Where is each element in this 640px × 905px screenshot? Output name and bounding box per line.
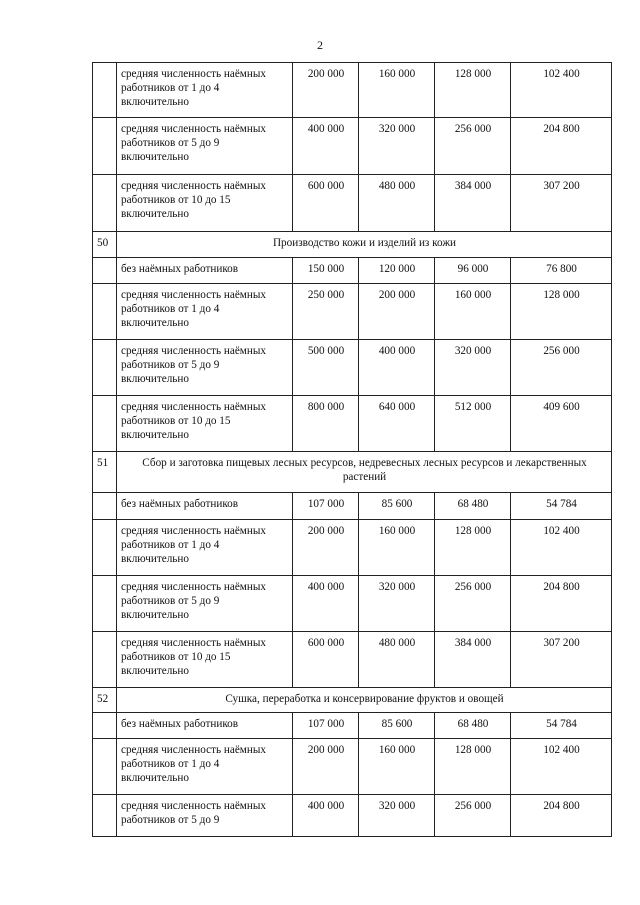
row-number-cell: [93, 175, 117, 232]
value-cell-2: 160 000: [359, 739, 435, 795]
row-number-cell: [93, 284, 117, 340]
row-description: средняя численность наёмных работников от 5 до 9 включительно: [117, 118, 293, 175]
table-row: [93, 118, 612, 175]
section-header-row: [93, 688, 612, 713]
value-cell-4: 307 200: [511, 632, 612, 688]
value-cell-4: 204 800: [511, 118, 612, 175]
row-description: средняя численность наёмных работников от 10 до 15 включительно: [117, 175, 293, 232]
tariff-table: [92, 62, 612, 837]
row-description: средняя численность наёмных работников от 1 до 4 включительно: [117, 520, 293, 576]
row-description: средняя численность наёмных работников от 10 до 15 включительно: [117, 632, 293, 688]
value-cell-2: 160 000: [359, 63, 435, 118]
value-cell-4: 54 784: [511, 713, 612, 739]
value-cell-3: 512 000: [435, 396, 511, 452]
value-cell-4: 76 800: [511, 258, 612, 284]
value-cell-1: 150 000: [293, 258, 359, 284]
value-cell-3: 128 000: [435, 739, 511, 795]
value-cell-3: 160 000: [435, 284, 511, 340]
value-cell-4: 204 800: [511, 576, 612, 632]
row-number-cell: [93, 713, 117, 739]
row-number-cell: [93, 576, 117, 632]
value-cell-1: 250 000: [293, 284, 359, 340]
row-description: средняя численность наёмных работников от 5 до 9: [117, 795, 293, 837]
value-cell-4: 128 000: [511, 284, 612, 340]
value-cell-1: 107 000: [293, 493, 359, 520]
value-cell-2: 320 000: [359, 118, 435, 175]
value-cell-3: 256 000: [435, 795, 511, 837]
tariff-table-body: [93, 63, 612, 837]
value-cell-3: 68 480: [435, 713, 511, 739]
value-cell-4: 102 400: [511, 739, 612, 795]
section-number: 50: [93, 232, 117, 258]
row-number-cell: [93, 63, 117, 118]
value-cell-2: 160 000: [359, 520, 435, 576]
value-cell-2: 320 000: [359, 795, 435, 837]
row-number-cell: [93, 340, 117, 396]
value-cell-1: 400 000: [293, 118, 359, 175]
value-cell-3: 256 000: [435, 576, 511, 632]
value-cell-3: 128 000: [435, 520, 511, 576]
value-cell-1: 200 000: [293, 520, 359, 576]
value-cell-4: 54 784: [511, 493, 612, 520]
value-cell-1: 400 000: [293, 576, 359, 632]
row-number-cell: [93, 258, 117, 284]
table-row: [93, 340, 612, 396]
page-number: 2: [317, 38, 323, 52]
row-description: средняя численность наёмных работников от 1 до 4 включительно: [117, 284, 293, 340]
value-cell-1: 800 000: [293, 396, 359, 452]
value-cell-3: 256 000: [435, 118, 511, 175]
value-cell-4: 307 200: [511, 175, 612, 232]
section-header-row: [93, 452, 612, 493]
table-row: [93, 795, 612, 837]
row-description: средняя численность наёмных работников от 1 до 4 включительно: [117, 739, 293, 795]
table-row: [93, 175, 612, 232]
table-row: [93, 63, 612, 118]
row-number-cell: [93, 739, 117, 795]
value-cell-4: 102 400: [511, 520, 612, 576]
section-title: Сбор и заготовка пищевых лесных ресурсов, недревесных лесных ресурсов и лекарственных растений: [117, 452, 612, 493]
table-row: [93, 632, 612, 688]
value-cell-1: 200 000: [293, 63, 359, 118]
row-description: без наёмных работников: [117, 713, 293, 739]
section-title: Производство кожи и изделий из кожи: [117, 232, 612, 258]
value-cell-2: 320 000: [359, 576, 435, 632]
table-row: [93, 713, 612, 739]
value-cell-4: 409 600: [511, 396, 612, 452]
section-number: 51: [93, 452, 117, 493]
section-title: Сушка, переработка и консервирование фруктов и овощей: [117, 688, 612, 713]
table-row: [93, 284, 612, 340]
value-cell-3: 128 000: [435, 63, 511, 118]
value-cell-1: 500 000: [293, 340, 359, 396]
row-number-cell: [93, 493, 117, 520]
value-cell-2: 400 000: [359, 340, 435, 396]
table-row: [93, 739, 612, 795]
row-description: без наёмных работников: [117, 258, 293, 284]
value-cell-2: 480 000: [359, 632, 435, 688]
value-cell-3: 68 480: [435, 493, 511, 520]
row-number-cell: [93, 520, 117, 576]
row-number-cell: [93, 118, 117, 175]
value-cell-1: 600 000: [293, 632, 359, 688]
row-description: средняя численность наёмных работников от 10 до 15 включительно: [117, 396, 293, 452]
value-cell-2: 120 000: [359, 258, 435, 284]
section-header-row: [93, 232, 612, 258]
value-cell-1: 400 000: [293, 795, 359, 837]
row-number-cell: [93, 632, 117, 688]
value-cell-4: 204 800: [511, 795, 612, 837]
value-cell-2: 85 600: [359, 493, 435, 520]
value-cell-4: 102 400: [511, 63, 612, 118]
value-cell-2: 85 600: [359, 713, 435, 739]
row-description: средняя численность наёмных работников от 5 до 9 включительно: [117, 340, 293, 396]
value-cell-3: 320 000: [435, 340, 511, 396]
value-cell-1: 200 000: [293, 739, 359, 795]
value-cell-1: 600 000: [293, 175, 359, 232]
row-description: без наёмных работников: [117, 493, 293, 520]
table-row: [93, 396, 612, 452]
value-cell-4: 256 000: [511, 340, 612, 396]
value-cell-1: 107 000: [293, 713, 359, 739]
table-row: [93, 576, 612, 632]
value-cell-2: 200 000: [359, 284, 435, 340]
value-cell-2: 480 000: [359, 175, 435, 232]
value-cell-3: 384 000: [435, 175, 511, 232]
row-number-cell: [93, 396, 117, 452]
row-description: средняя численность наёмных работников от 1 до 4 включительно: [117, 63, 293, 118]
value-cell-3: 384 000: [435, 632, 511, 688]
value-cell-2: 640 000: [359, 396, 435, 452]
row-description: средняя численность наёмных работников от 5 до 9 включительно: [117, 576, 293, 632]
section-number: 52: [93, 688, 117, 713]
row-number-cell: [93, 795, 117, 837]
table-row: [93, 493, 612, 520]
table-row: [93, 520, 612, 576]
table-row: [93, 258, 612, 284]
value-cell-3: 96 000: [435, 258, 511, 284]
